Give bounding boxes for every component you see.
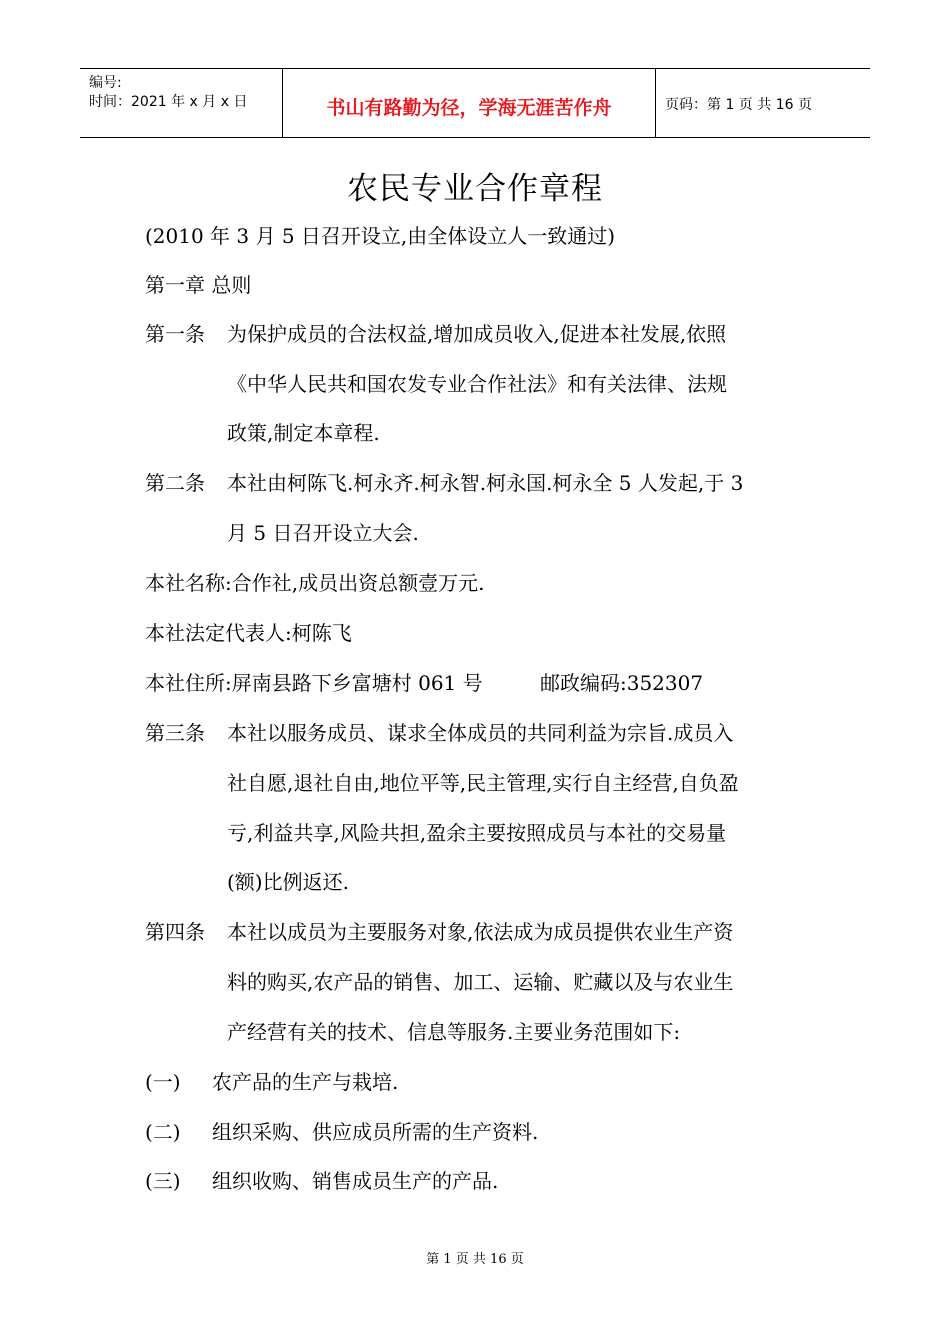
article-4-line-2: 料的购买,农产品的销售、加工、运输、贮藏以及与农业生 [227,970,734,994]
article-3-line-4: (额)比例返还. [227,870,349,894]
article-2-label: 第二条 [145,471,205,495]
header-meta-cell [80,69,282,137]
page-footer: 第 1 页 共 16 页 [426,1252,524,1267]
article-2-line-2: 月 5 日召开设立大会. [227,521,419,545]
article-4-line-1: 本社以成员为主要服务对象,依法成为成员提供农业生产资 [227,920,734,944]
legal-representative-line: 本社法定代表人:柯陈飞 [145,621,352,645]
chapter-heading: 第一章 总则 [145,273,252,297]
document-title: 农民专业合作章程 [347,171,603,207]
time-label: 时间：2021 年 x 月 x 日 [89,94,248,110]
business-item-label: (二) [145,1120,181,1144]
business-item-text: 组织采购、供应成员所需的生产资料. [212,1120,539,1144]
article-1-line-3: 政策,制定本章程. [227,421,380,445]
article-3-label: 第三条 [145,721,205,745]
article-2-line-1: 本社由柯陈飞.柯永齐.柯永智.柯永国.柯永全 5 人发起,于 3 [227,471,744,495]
header-motto-cell [282,69,656,137]
org-name-line: 本社名称:合作社,成员出资总额壹万元. [145,571,485,595]
page-info: 页码：第 1 页 共 16 页 [665,97,812,113]
document-subtitle: (2010 年 3 月 5 日召开设立,由全体设立人一致通过) [145,224,616,248]
business-item-text: 组织收购、销售成员生产的产品. [212,1169,499,1193]
business-item-label: (一) [145,1070,181,1094]
motto-text: 书山有路勤为径，学海无涯苦作舟 [326,97,612,119]
business-item-label: (三) [145,1169,181,1193]
postcode-line: 邮政编码:352307 [540,671,704,695]
header-page-cell [656,69,870,137]
number-label: 编号: [89,75,122,91]
article-4-label: 第四条 [145,920,205,944]
article-3-line-3: 亏,利益共享,风险共担,盈余主要按照成员与本社的交易量 [227,821,727,845]
article-1-label: 第一条 [145,322,205,346]
article-3-line-1: 本社以服务成员、谋求全体成员的共同利益为宗旨.成员入 [227,721,734,745]
article-1-line-1: 为保护成员的合法权益,增加成员收入,促进本社发展,依照 [227,322,727,346]
page-header [80,68,870,138]
article-3-line-2: 社自愿,退社自由,地位平等,民主管理,实行自主经营,自负盈 [227,771,739,795]
address-line: 本社住所:屏南县路下乡富塘村 061 号 [145,671,483,695]
article-4-line-3: 产经营有关的技术、信息等服务.主要业务范围如下: [227,1020,681,1044]
article-1-line-2: 《中华人民共和国农发专业合作社法》和有关法律、法规 [227,372,727,396]
business-item-text: 农产品的生产与栽培. [212,1070,399,1094]
